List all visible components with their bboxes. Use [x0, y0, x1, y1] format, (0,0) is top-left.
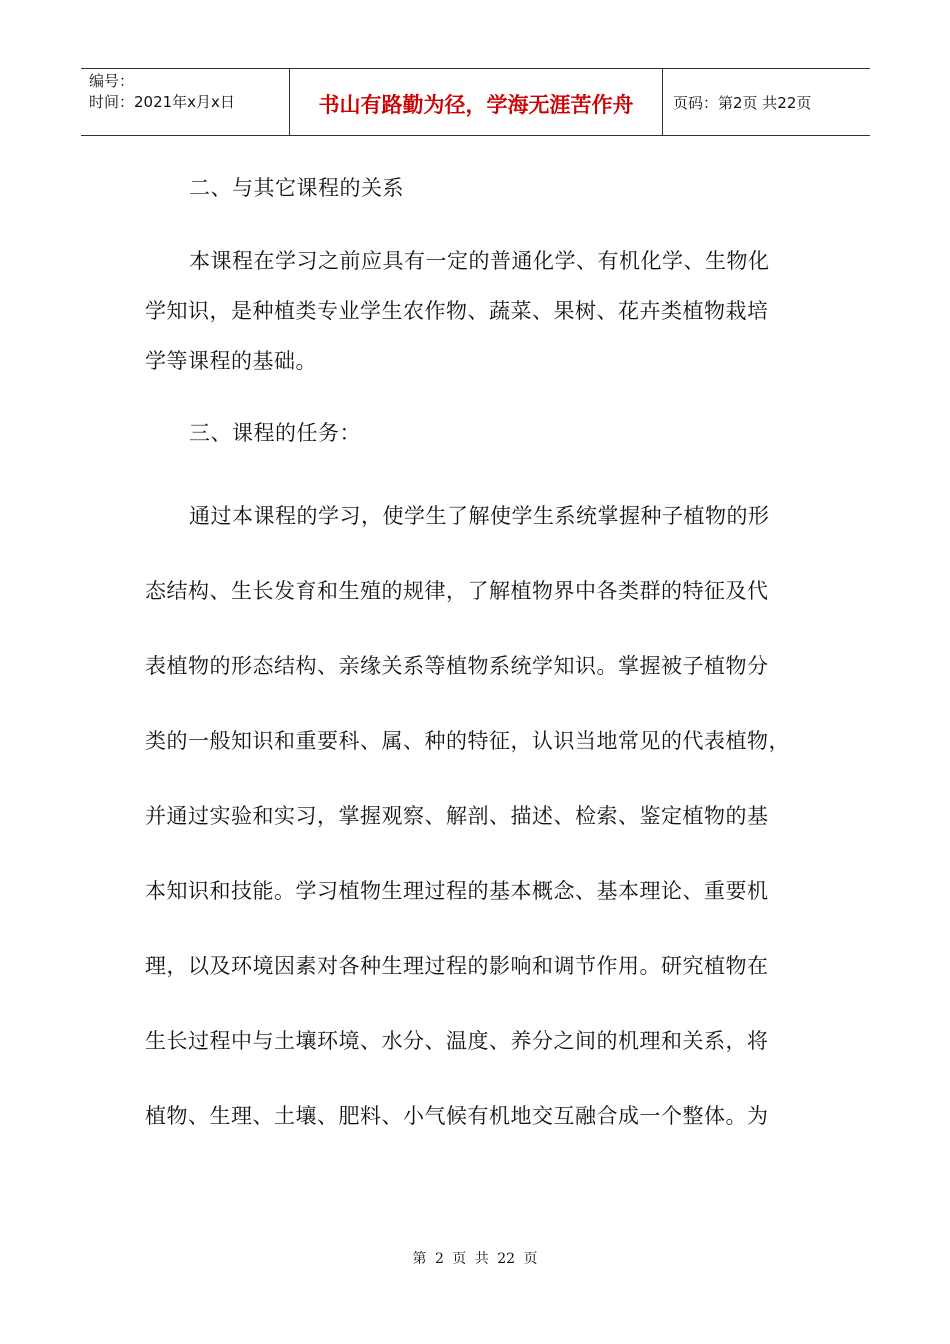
page-footer: 第 2 页 共 22 页: [412, 1251, 538, 1267]
paragraph-line: 本课程在学习之前应具有一定的普通化学、有机化学、生物化: [189, 249, 770, 273]
header-motto: 书山有路勤为径，学海无涯苦作舟: [290, 69, 663, 136]
paragraph-line: 学等课程的基础。: [145, 349, 317, 373]
document-header: [81, 68, 870, 136]
paragraph-line: 表植物的形态结构、亲缘关系等植物系统学知识。掌握被子植物分: [145, 654, 769, 678]
paragraph-line: 类的一般知识和重要科、属、种的特征，认识当地常见的代表植物，: [145, 729, 790, 753]
paragraph-line: 学知识，是种植类专业学生农作物、蔬菜、果树、花卉类植物栽培: [145, 299, 769, 323]
paragraph-line: 通过本课程的学习，使学生了解使学生系统掌握种子植物的形: [189, 504, 770, 528]
section3-heading: 三、课程的任务：: [189, 421, 361, 445]
paragraph-line: 并通过实验和实习，掌握观察、解剖、描述、检索、鉴定植物的基: [145, 804, 769, 828]
paragraph-line: 本知识和技能。学习植物生理过程的基本概念、基本理论、重要机: [145, 879, 769, 903]
paragraph-line: 态结构、生长发育和生殖的规律，了解植物界中各类群的特征及代: [145, 579, 769, 603]
paragraph-line: 生长过程中与土壤环境、水分、温度、养分之间的机理和关系，将: [145, 1029, 769, 1053]
paragraph-line: 植物、生理、土壤、肥料、小气候有机地交互融合成一个整体。为: [145, 1104, 769, 1128]
section2-heading: 二、与其它课程的关系: [189, 176, 404, 200]
header-page-info: 页码：第2页 共22页: [663, 69, 871, 136]
time-label: 时间：2021年x月x日: [89, 93, 235, 111]
paragraph-line: 理，以及环境因素对各种生理过程的影响和调节作用。研究植物在: [145, 954, 769, 978]
code-label: 编号：: [89, 72, 135, 90]
header-meta: [81, 69, 290, 136]
